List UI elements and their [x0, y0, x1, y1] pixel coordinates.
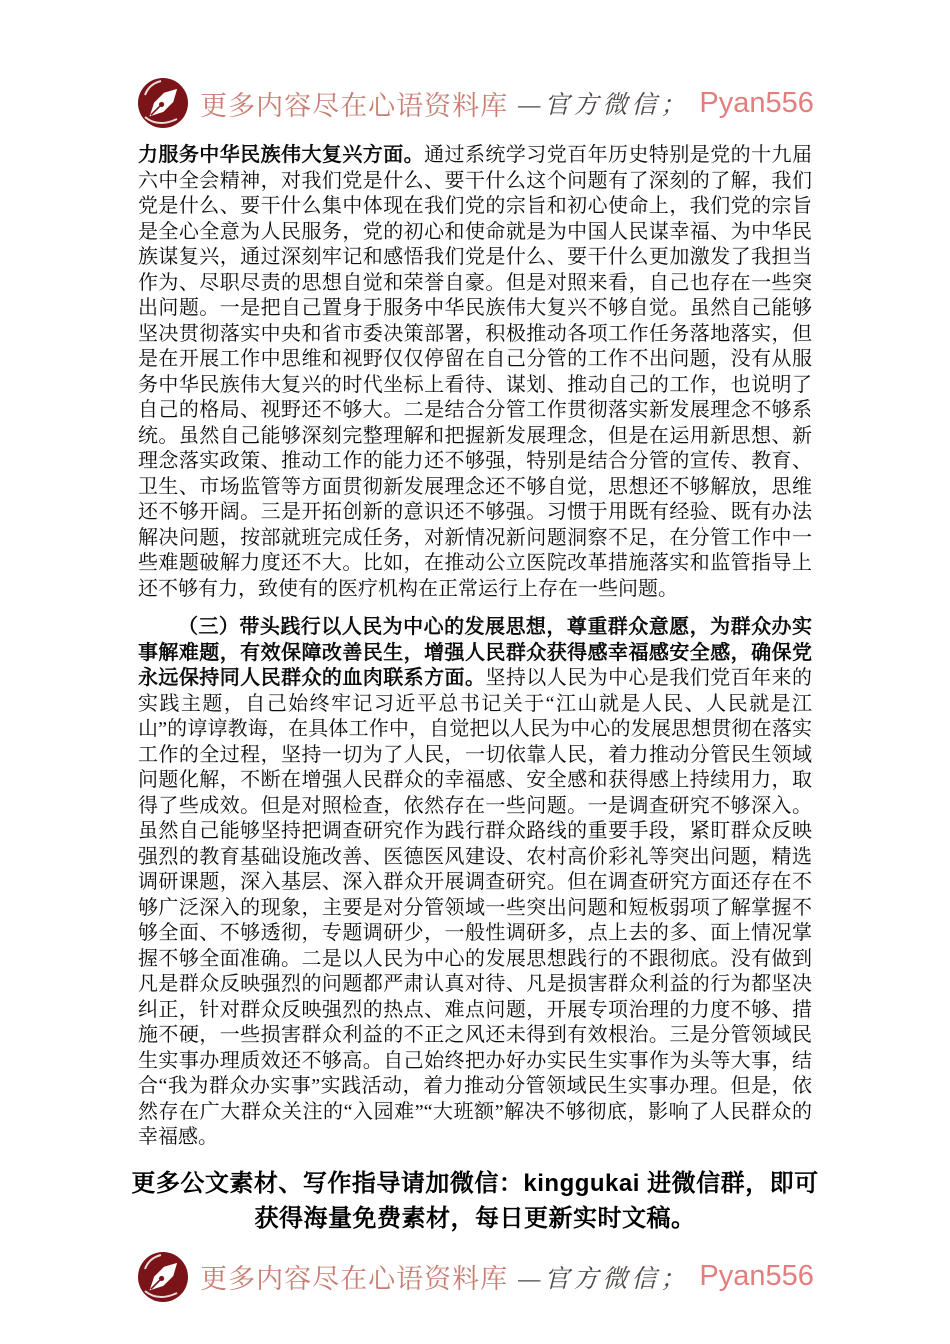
paragraph-section-three [138, 615, 812, 1151]
text-run: 坚持以人民为中心是我们党百年来的实践主题，自己始终牢记习近平总书记关于“江山就是人民、人民就是江山”的谆谆教诲，在具体工作中，自觉把以人民为中心的发展思想贯彻在落实工作的全过程，坚持一切为了人民，一切依靠人民，着力推动分管民生领域问题化解，不断在增强人民群众的幸福感、安全感和获得感上持续用力，取得了些成效。但是对照检查，依然存在一些问题。一是调查研究不够深入。虽然自己能够坚持把调查研究作为践行群众路线的重要手段，紧盯群众反映强烈的教育基础设施改善、医德医风建设、农村高价彩礼等突出问题，精选调研课题，深入基层、深入群众开展调查研究。但在调查研究方面还存在不够广泛深入的现象，主要是对分管领域一些突出问题和短板弱项了解掌握不够全面、不够透彻，专题调研少，一般性调研多，点上去的多、面上情况掌握不够全面准确。二是以人民为中心的发展思想践行的不跟彻底。没有做到凡是群众反映强烈的问题都严肃认真对待、凡是损害群众利益的行为都坚决纠正，针对群众反映强烈的热点、难点问题，开展专项治理的力度不够、措施不硬，一些损害群众利益的不正之风还未得到有效根治。三是分管领域民生实事办理质效还不够高。自己始终把办好办实民生实事作为头等大事，结合“我为群众办实事”实践活动，着力推动分管领域民生实事办理。但是，依然存在广大群众关注的“入园难”“大班额”解决不够彻底，影响了人民群众的幸福感。 [138, 667, 812, 1148]
paragraph-continuation [138, 143, 812, 602]
footer-watermark [0, 1250, 950, 1304]
bold-text-run: （三）带头践行以人民为中心的发展思想，尊重群众意愿，为群众办实事解难题，有效保障改善民生，增强人民群众获得感幸福感安全感，确保党永远保持同人民群众的血肉联系方面。 [138, 616, 812, 689]
watermark-wechat-label: —官方微信； [518, 1265, 690, 1293]
pen-seal-logo-icon [136, 1250, 190, 1304]
text-run: 通过系统学习党百年历史特别是党的十九届六中全会精神，对我们党是什么、要干什么这个问题有了深刻的了解，我们党是什么、要干什么集中体现在我们党的宗旨和初心使命上，我们党的宗旨是全心全意为人民服务，党的初心和使命就是为中国人民谋幸福、为中华民族谋复兴，通过深刻牢记和感悟我们党是什么、要干什么更加激发了我担当作为、尽职尽责的思想自觉和荣誉自豪。但是对照来看，自己也存在一些突出问题。一是把自己置身于服务中华民族伟大复兴不够自觉。虽然自己能够坚决贯彻落实中央和省市委决策部署，积极推动各项工作任务落地落实，但是在开展工作中思维和视野仅仅停留在自己分管的工作不出问题，没有从服务中华民族伟大复兴的时代坐标上看待、谋划、推动自己的工作，也说明了自己的格局、视野还不够大。二是结合分管工作贯彻落实新发展理念不够系统。虽然自己能够深刻完整理解和把握新发展理念，但是在运用新思想、新理念落实政策、推动工作的能力还不够强，特别是结合分管的宣传、教育、卫生、市场监管等方面贯彻新发展理念还不够自觉，思想还不够解放，思维还不够开阔。三是开拓创新的意识还不够强。习惯于用既有经验、既有办法解决问题，按部就班完成任务，对新情况新问题洞察不足，在分管工作中一些难题破解力度还不大。比如，在推动公立医院改革措施落实和监管指导上还不够有力，致使有的医疗机构在正常运行上存在一些问题。 [138, 144, 812, 600]
watermark-wechat-id: Pyan556 [699, 1260, 814, 1292]
watermark-wechat-id: Pyan556 [699, 86, 814, 119]
bold-text-run: 力服务中华民族伟大复兴方面。 [138, 144, 425, 166]
header-watermark [0, 0, 950, 130]
watermark-brand-text: 更多内容尽在心语资料库 [200, 90, 509, 121]
document-body [138, 143, 812, 1151]
pen-seal-logo-icon [136, 76, 190, 130]
watermark-wechat-label: —官方微信； [518, 92, 690, 119]
promo-message: 更多公文素材、写作指导请加微信：kinggukai 进微信群，即可获得海量免费素材，每日更新实时文稿。 [131, 1169, 819, 1232]
watermark-brand-text: 更多内容尽在心语资料库 [200, 1264, 509, 1294]
